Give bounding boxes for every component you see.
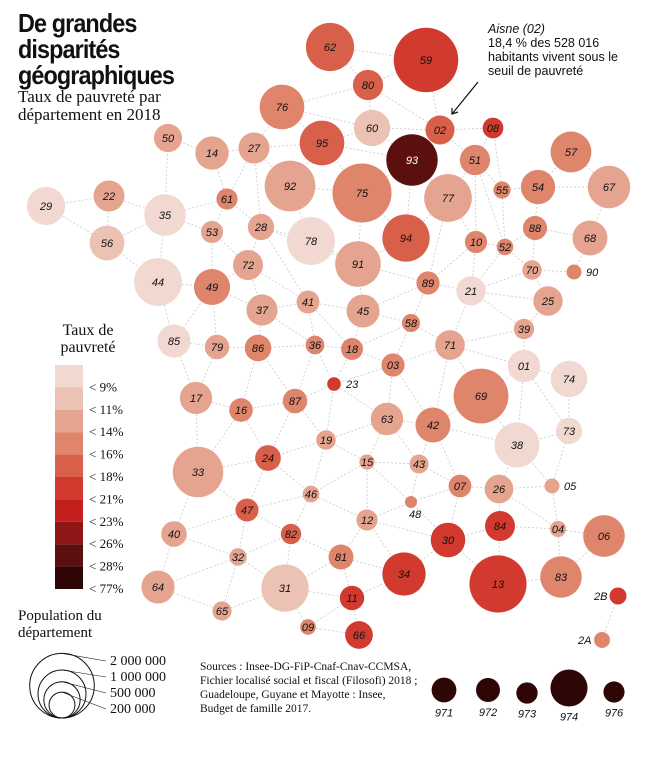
legend-swatch <box>55 477 83 499</box>
department-label-82: 82 <box>284 529 298 541</box>
population-legend-leader <box>62 692 106 709</box>
department-label-23: 23 <box>346 379 359 391</box>
legend-swatch <box>55 410 83 432</box>
legend-label: < 21% <box>89 491 124 507</box>
department-label-25: 25 <box>541 296 555 308</box>
department-bubble-05 <box>544 478 559 493</box>
department-label-93: 93 <box>405 155 419 167</box>
population-legend-value: 1 000 000 <box>110 670 166 685</box>
legend-label: < 16% <box>89 446 124 462</box>
department-label-05: 05 <box>564 481 577 493</box>
department-label-01: 01 <box>517 361 531 373</box>
department-bubble-972 <box>476 678 500 702</box>
page-title: De grandes disparités géographiques <box>18 8 175 90</box>
legend-label: < 23% <box>89 513 124 529</box>
department-label-12: 12 <box>360 515 374 527</box>
department-label-35: 35 <box>158 210 172 222</box>
department-label-21: 21 <box>464 286 478 298</box>
department-label-31: 31 <box>278 583 292 595</box>
department-bubble-23 <box>327 377 341 391</box>
department-label-46: 46 <box>304 489 318 501</box>
legend-label: < 18% <box>89 469 124 484</box>
department-label-40: 40 <box>167 529 181 541</box>
department-label-44: 44 <box>151 277 165 289</box>
department-bubble-974 <box>550 669 587 706</box>
department-label-22: 22 <box>102 191 116 203</box>
legend-label: < 26% <box>89 536 124 552</box>
department-label-03: 03 <box>386 360 400 372</box>
population-legend-value: 500 000 <box>110 686 156 701</box>
department-label-42: 42 <box>426 420 440 432</box>
population-legend-title: Population du département <box>18 608 102 641</box>
department-label-63: 63 <box>380 414 394 426</box>
department-label-26: 26 <box>492 484 506 496</box>
department-label-58: 58 <box>404 318 418 330</box>
department-label-83: 83 <box>554 572 568 584</box>
legend-label: < 28% <box>89 558 124 574</box>
population-legend-value: 200 000 <box>110 702 156 717</box>
callout-department-name: Aisne (02) <box>488 22 545 36</box>
department-label-973: 973 <box>517 708 537 721</box>
department-label-89: 89 <box>421 278 435 290</box>
population-legend-leader <box>62 653 106 661</box>
department-label-55: 55 <box>495 185 509 197</box>
department-bubble-976 <box>603 681 624 702</box>
legend-label: < 77% <box>89 581 124 596</box>
department-label-49: 49 <box>205 282 219 294</box>
department-bubble-2A <box>594 632 610 648</box>
department-label-62: 62 <box>323 42 337 54</box>
department-label-50: 50 <box>161 133 175 145</box>
department-bubble-48 <box>405 496 417 508</box>
legend-swatch <box>55 432 83 454</box>
department-bubble-90 <box>567 265 582 280</box>
department-label-41: 41 <box>301 297 315 309</box>
department-label-06: 06 <box>597 531 611 543</box>
department-label-971: 971 <box>434 707 454 720</box>
department-label-66: 66 <box>352 630 366 642</box>
department-label-02: 02 <box>433 125 447 137</box>
department-label-37: 37 <box>255 305 269 317</box>
department-label-54: 54 <box>531 182 545 194</box>
department-label-79: 79 <box>210 342 224 354</box>
department-label-34: 34 <box>397 569 411 581</box>
adjacency-link <box>311 462 367 494</box>
department-label-60: 60 <box>365 123 379 135</box>
department-label-18: 18 <box>345 344 359 356</box>
department-label-15: 15 <box>360 457 374 469</box>
department-label-39: 39 <box>517 324 531 336</box>
department-label-14: 14 <box>205 148 219 160</box>
department-label-27: 27 <box>247 143 261 155</box>
legend-swatch <box>55 387 83 409</box>
department-label-28: 28 <box>254 222 268 234</box>
population-legend-value: 2 000 000 <box>110 654 166 669</box>
department-label-88: 88 <box>528 223 542 235</box>
department-label-84: 84 <box>493 521 507 533</box>
department-label-32: 32 <box>231 552 245 564</box>
legend-label: < 9% <box>89 379 117 395</box>
legend-swatch <box>55 522 83 544</box>
department-label-80: 80 <box>361 80 375 92</box>
adjacency-link <box>367 462 411 502</box>
department-label-57: 57 <box>564 147 578 159</box>
department-label-86: 86 <box>251 343 265 355</box>
department-label-2B: 2B <box>594 591 608 603</box>
aisne-callout <box>488 22 638 78</box>
department-label-51: 51 <box>468 155 482 167</box>
population-legend-circle <box>49 692 75 718</box>
department-label-30: 30 <box>441 535 455 547</box>
sources-note: Sources : Insee-DG-FiP-Cnaf-Cnav-CCMSA, Fichier localisé social et fiscal (Filosofi) 2018 ; Guadeloupe, Guyane et Mayotte : Insee, Budget de famille 2017. <box>200 661 418 715</box>
department-label-36: 36 <box>308 340 322 352</box>
department-label-59: 59 <box>419 55 433 67</box>
department-label-33: 33 <box>191 467 205 479</box>
department-label-56: 56 <box>100 238 114 250</box>
department-label-65: 65 <box>215 606 229 618</box>
department-label-972: 972 <box>478 707 498 719</box>
department-label-76: 76 <box>275 102 289 114</box>
page-subtitle: Taux de pauvreté par département en 2018 <box>18 87 161 124</box>
department-label-94: 94 <box>399 233 413 245</box>
department-label-19: 19 <box>319 435 333 447</box>
department-label-53: 53 <box>205 227 219 239</box>
department-bubble-971 <box>432 678 457 703</box>
department-label-48: 48 <box>409 509 422 521</box>
department-label-47: 47 <box>240 505 254 517</box>
department-label-29: 29 <box>39 201 53 213</box>
department-label-24: 24 <box>261 453 275 465</box>
department-label-04: 04 <box>551 524 565 536</box>
department-label-71: 71 <box>443 340 457 352</box>
department-label-976: 976 <box>604 707 624 720</box>
department-label-43: 43 <box>412 459 426 471</box>
department-label-75: 75 <box>355 188 369 200</box>
department-label-2A: 2A <box>578 635 592 647</box>
callout-arrow <box>452 82 478 114</box>
department-label-87: 87 <box>288 396 302 408</box>
department-label-52: 52 <box>498 242 512 254</box>
department-label-45: 45 <box>356 306 370 318</box>
population-legend-values <box>110 654 166 718</box>
population-size-legend <box>30 653 106 718</box>
legend-swatch <box>55 499 83 521</box>
population-legend-leader <box>62 670 106 677</box>
department-label-81: 81 <box>334 552 348 564</box>
department-label-69: 69 <box>474 391 488 403</box>
poverty-rate-legend-swatches <box>55 365 124 596</box>
department-label-68: 68 <box>583 233 597 245</box>
department-label-73: 73 <box>562 426 576 438</box>
legend-swatch <box>55 544 83 566</box>
department-label-974: 974 <box>559 711 579 724</box>
department-label-38: 38 <box>510 440 524 452</box>
population-legend-circle <box>44 682 80 718</box>
department-label-74: 74 <box>562 374 576 386</box>
department-label-17: 17 <box>189 393 203 405</box>
department-label-91: 91 <box>351 259 365 271</box>
department-bubble-2B <box>609 587 626 604</box>
department-label-72: 72 <box>241 260 255 272</box>
department-label-09: 09 <box>301 622 315 634</box>
department-label-61: 61 <box>220 194 234 206</box>
department-label-67: 67 <box>602 182 616 194</box>
callout-text: 18,4 % des 528 016 habitants vivent sous le seuil de pauvreté <box>488 36 618 78</box>
department-label-08: 08 <box>486 123 500 135</box>
department-label-85: 85 <box>167 336 181 348</box>
department-label-78: 78 <box>304 236 318 248</box>
legend-swatch <box>55 365 83 387</box>
department-label-64: 64 <box>151 582 165 594</box>
department-label-11: 11 <box>346 593 358 605</box>
legend-title: Taux de pauvreté <box>60 322 116 356</box>
department-label-70: 70 <box>525 265 539 277</box>
department-label-16: 16 <box>234 405 248 417</box>
department-label-95: 95 <box>315 138 329 150</box>
department-bubble-973 <box>516 682 537 703</box>
legend-label: < 11% <box>89 401 123 417</box>
department-label-13: 13 <box>491 579 505 591</box>
department-label-07: 07 <box>453 481 467 493</box>
legend-swatch <box>55 455 83 477</box>
department-label-77: 77 <box>441 193 455 205</box>
department-label-10: 10 <box>469 237 483 249</box>
department-label-90: 90 <box>586 267 599 279</box>
legend-swatch <box>55 567 83 589</box>
legend-label: < 14% <box>89 424 124 440</box>
department-label-92: 92 <box>283 181 297 193</box>
